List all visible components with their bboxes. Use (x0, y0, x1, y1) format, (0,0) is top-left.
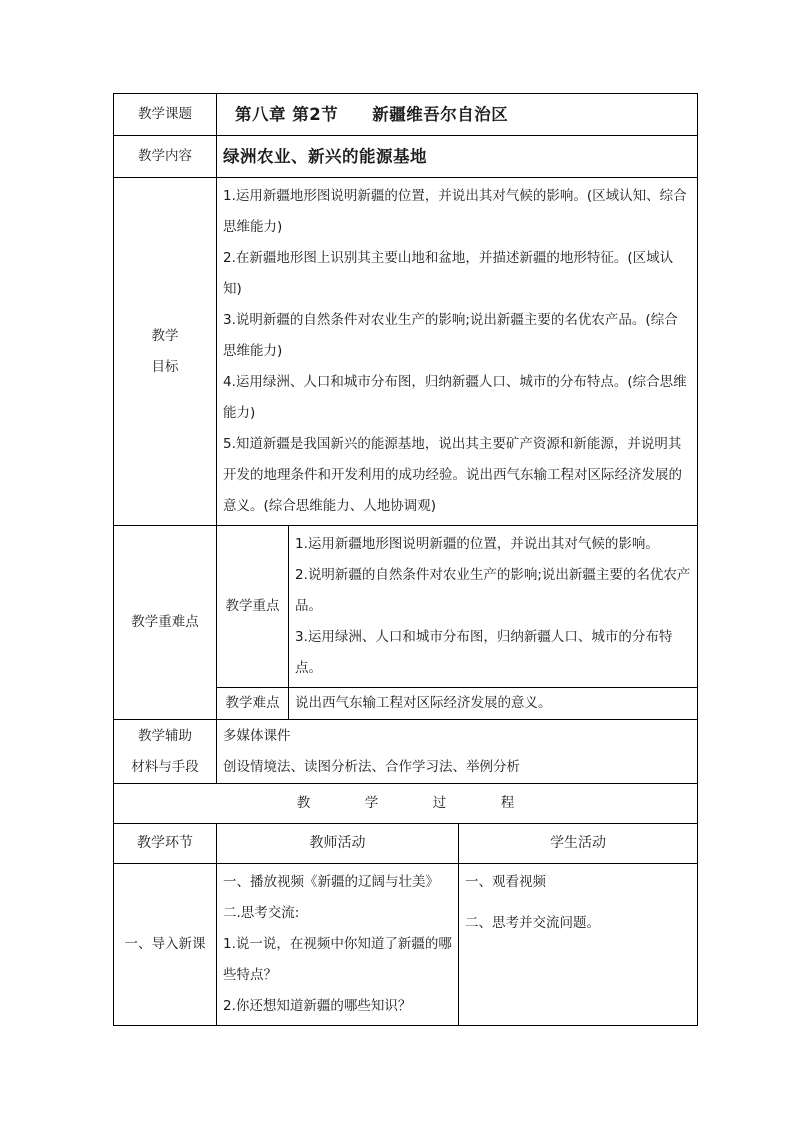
focus-item: 1.运用新疆地形图说明新疆的位置，并说出其对气候的影响。 (295, 536, 659, 552)
stage-header: 教学环节 (114, 824, 217, 864)
process-header-row (114, 824, 698, 864)
intro-student (459, 864, 698, 1026)
process-title (114, 784, 698, 824)
goals-label-line2: 目标 (151, 358, 179, 375)
lesson-plan-table (113, 93, 698, 1026)
teacher-step: 2.你还想知道新疆的哪些知识？ (223, 998, 412, 1014)
teacher-step: 1.说一说，在视频中你知道了新疆的哪些特点？ (223, 936, 452, 983)
topic-label: 教学课题 (114, 94, 217, 136)
process-char: 过 (432, 795, 447, 811)
focus-list (289, 526, 698, 688)
aids-label-line1: 教学辅助 (138, 727, 192, 744)
student-step: 一、观看视频 (465, 874, 546, 890)
region-text: 新疆维吾尔自治区 (372, 105, 509, 124)
goal-item: 1.运用新疆地形图说明新疆的位置，并说出其对气候的影响。(区域认知、综合思维能力) (223, 188, 687, 235)
goals-label (114, 178, 217, 526)
student-step: 二、思考并交流问题。 (465, 915, 600, 931)
topic-row (114, 94, 698, 136)
difficulty-value: 说出西气东输工程对区际经济发展的意义。 (289, 688, 698, 720)
process-char: 学 (364, 795, 379, 811)
content-label: 教学内容 (114, 136, 217, 178)
aids-line2: 创设情境法、读图分析法、合作学习法、举例分析 (223, 758, 520, 775)
teacher-header: 教师活动 (217, 824, 459, 864)
goal-item: 5.知道新疆是我国新兴的能源基地，说出其主要矿产资源和新能源，并说明其开发的地理条件和开发利用的成功经验。说出西气东输工程对区际经济发展的意义。(综合思维能力、人地协调观) (223, 436, 682, 514)
goal-item: 2.在新疆地形图上识别其主要山地和盆地，并描述新疆的地形特征。(区域认知) (223, 250, 674, 297)
teacher-step: 二.思考交流: (223, 905, 300, 921)
process-title-row (114, 784, 698, 824)
teacher-step: 一、播放视频《新疆的辽阔与壮美》 (223, 874, 439, 890)
focus-label: 教学重点 (217, 526, 289, 688)
content-value: 绿洲农业、新兴的能源基地 (217, 136, 698, 178)
goals-row (114, 178, 698, 526)
aids-value (217, 720, 698, 784)
process-char: 程 (500, 795, 515, 811)
aids-label (114, 720, 217, 784)
key-points-label: 教学重难点 (114, 526, 217, 720)
chapter-text: 第八章 第2节 (235, 105, 339, 124)
goals-list (217, 178, 698, 526)
student-header: 学生活动 (459, 824, 698, 864)
aids-label-line2: 材料与手段 (131, 758, 199, 775)
intro-stage: 一、导入新课 (114, 864, 217, 1026)
intro-row (114, 864, 698, 1026)
aids-row (114, 720, 698, 784)
process-char: 教 (296, 795, 311, 811)
aids-line1: 多媒体课件 (223, 727, 291, 744)
difficulty-label: 教学难点 (217, 688, 289, 720)
focus-item: 3.运用绿洲、人口和城市分布图，归纳新疆人口、城市的分布特点。 (295, 629, 673, 676)
goals-label-line1: 教学 (151, 327, 179, 344)
focus-row (114, 526, 698, 688)
goal-item: 3.说明新疆的自然条件对农业生产的影响;说出新疆主要的名优农产品。(综合思维能力) (223, 312, 678, 359)
topic-value (217, 94, 698, 136)
focus-item: 2.说明新疆的自然条件对农业生产的影响;说出新疆主要的名优农产品。 (295, 567, 691, 614)
content-row (114, 136, 698, 178)
goal-item: 4.运用绿洲、人口和城市分布图，归纳新疆人口、城市的分布特点。(综合思维能力) (223, 374, 687, 421)
intro-teacher (217, 864, 459, 1026)
